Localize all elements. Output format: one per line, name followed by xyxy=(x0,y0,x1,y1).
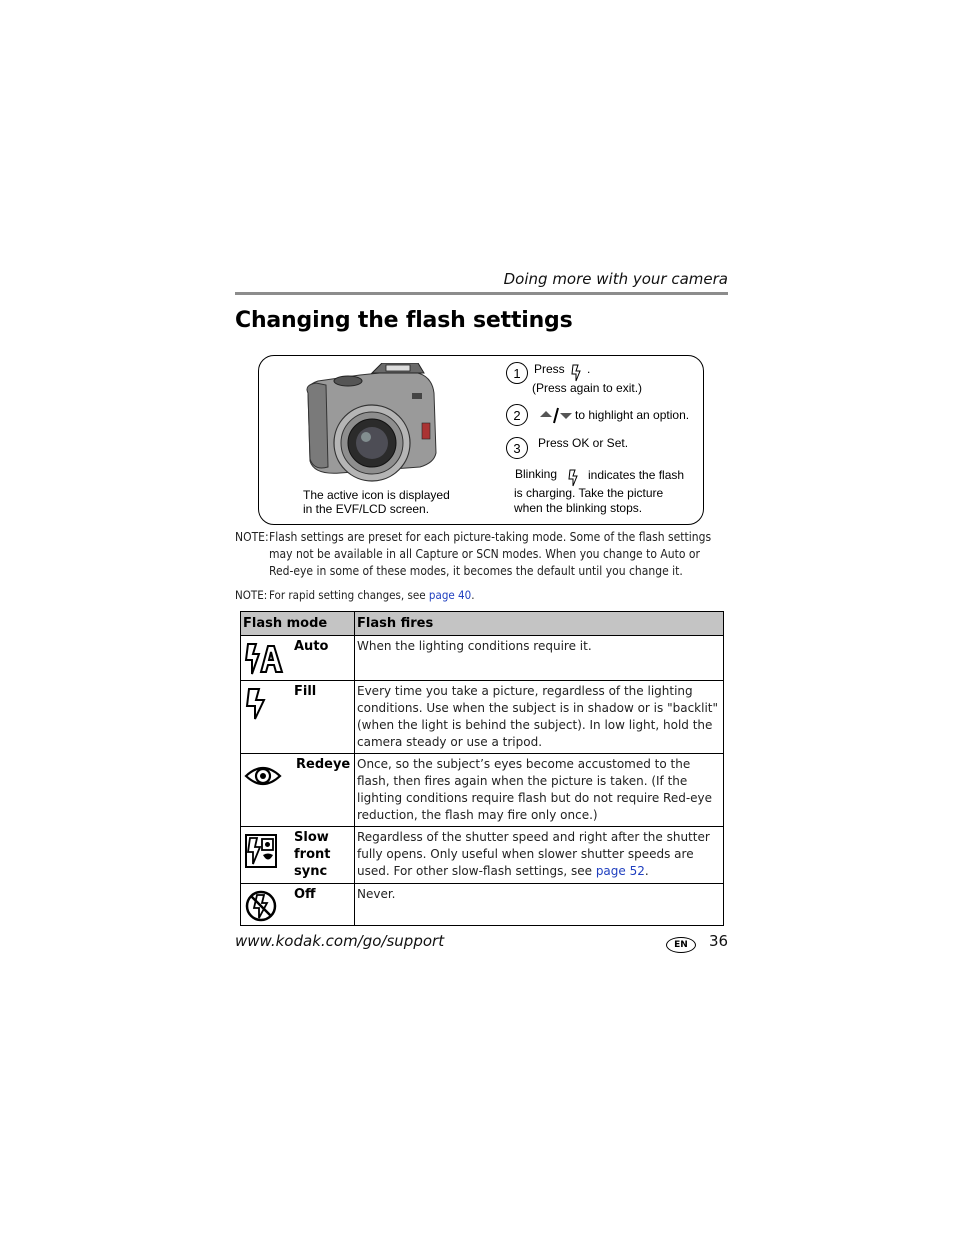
table-row xyxy=(241,884,724,926)
blinking-text-line3: when the blinking stops. xyxy=(514,501,643,515)
step-2-number: 2 xyxy=(506,404,528,426)
mode-cell xyxy=(241,636,355,681)
column-header-flash-fires: Flash fires xyxy=(355,612,724,636)
diagram-caption-line1: The active icon is displayed xyxy=(303,488,450,502)
mode-label: Fill xyxy=(294,684,317,699)
flash-modes-table xyxy=(240,611,724,926)
camera-illustration xyxy=(300,363,450,483)
page-40-link[interactable]: page 40 xyxy=(428,588,472,602)
flash-off-icon xyxy=(244,889,278,923)
blinking-text-b: indicates the flash xyxy=(588,468,685,482)
mode-label xyxy=(294,829,344,880)
mode-label-line: Slow xyxy=(294,830,329,845)
step-1-press: Press xyxy=(534,362,565,376)
flash-fill-icon xyxy=(244,687,268,721)
page-number: 36 xyxy=(709,932,729,950)
mode-cell xyxy=(241,681,355,754)
flash-auto-icon xyxy=(244,642,284,678)
header-divider xyxy=(235,292,728,295)
mode-description: Once, so the subject’s eyes become accustomed to the flash, then fires again when the picture is taken. (If the lighting conditions require flash but do not require Red-eye reduction, the flash may fire only once.) xyxy=(355,754,724,827)
mode-description: Every time you take a picture, regardless of the lighting conditions. Use when the subject is in shadow or is "backlit" (when the light is behind the subject). In low light, hold the camera steady or use a tripod. xyxy=(355,681,724,754)
note-text-after: . xyxy=(471,588,475,602)
note-label: NOTE: xyxy=(235,588,268,602)
column-header-flash-mode: Flash mode xyxy=(241,612,355,636)
mode-cell xyxy=(241,754,355,827)
step-1-period: . xyxy=(587,362,591,376)
note-rapid-settings xyxy=(235,587,725,605)
mode-label-line: sync xyxy=(294,864,328,879)
step-2-text: to highlight an option. xyxy=(575,408,690,422)
step-1-number: 1 xyxy=(506,362,528,384)
flash-indicator-icon xyxy=(567,469,579,487)
step-3-number: 3 xyxy=(506,437,528,459)
mode-description xyxy=(355,827,724,884)
red-eye-icon xyxy=(244,762,282,790)
table-row xyxy=(241,827,724,884)
note-flash-presets xyxy=(235,529,725,581)
up-down-arrows-icon xyxy=(538,406,574,424)
blinking-text-a: Blinking xyxy=(515,467,558,481)
page-52-link[interactable]: page 52 xyxy=(595,864,645,878)
mode-description: When the lighting conditions require it. xyxy=(355,636,724,681)
table-row xyxy=(241,681,724,754)
note-label: NOTE: xyxy=(235,530,269,544)
step-3-text: Press OK or Set. xyxy=(538,436,629,450)
table-row xyxy=(241,636,724,681)
blinking-text-line2: is charging. Take the picture xyxy=(514,486,664,500)
mode-label: Redeye xyxy=(296,757,351,772)
flash-button-icon xyxy=(570,364,582,382)
slow-sync-icon xyxy=(244,833,278,869)
description-text-end: . xyxy=(644,864,649,878)
mode-cell xyxy=(241,884,355,926)
mode-label: Off xyxy=(294,887,316,902)
note-text xyxy=(269,587,719,604)
note-text: Flash settings are preset for each picture-taking mode. Some of the flash settings may not be available in all Capture or SCN modes. When you change to Auto or Red-eye in some of these modes, it becomes the default until you change it. xyxy=(269,530,712,578)
mode-cell xyxy=(241,827,355,884)
mode-description: Never. xyxy=(355,884,724,926)
note-text-before: For rapid setting changes, see xyxy=(269,588,429,602)
section-header: Doing more with your camera xyxy=(503,270,728,288)
description-text: Regardless of the shutter speed and right after the shutter fully opens. Only useful when slower shutter speeds are used. For other slow-flash settings, see xyxy=(357,830,710,878)
support-url[interactable]: www.kodak.com/go/support xyxy=(235,932,445,950)
diagram-caption-line2: in the EVF/LCD screen. xyxy=(303,502,430,516)
step-1-exit-text: (Press again to exit.) xyxy=(532,381,643,395)
page-title: Changing the flash settings xyxy=(235,308,573,333)
language-badge: EN xyxy=(666,937,696,953)
table-row xyxy=(241,754,724,827)
mode-label: Auto xyxy=(294,639,329,654)
mode-label-line: front xyxy=(294,847,331,862)
